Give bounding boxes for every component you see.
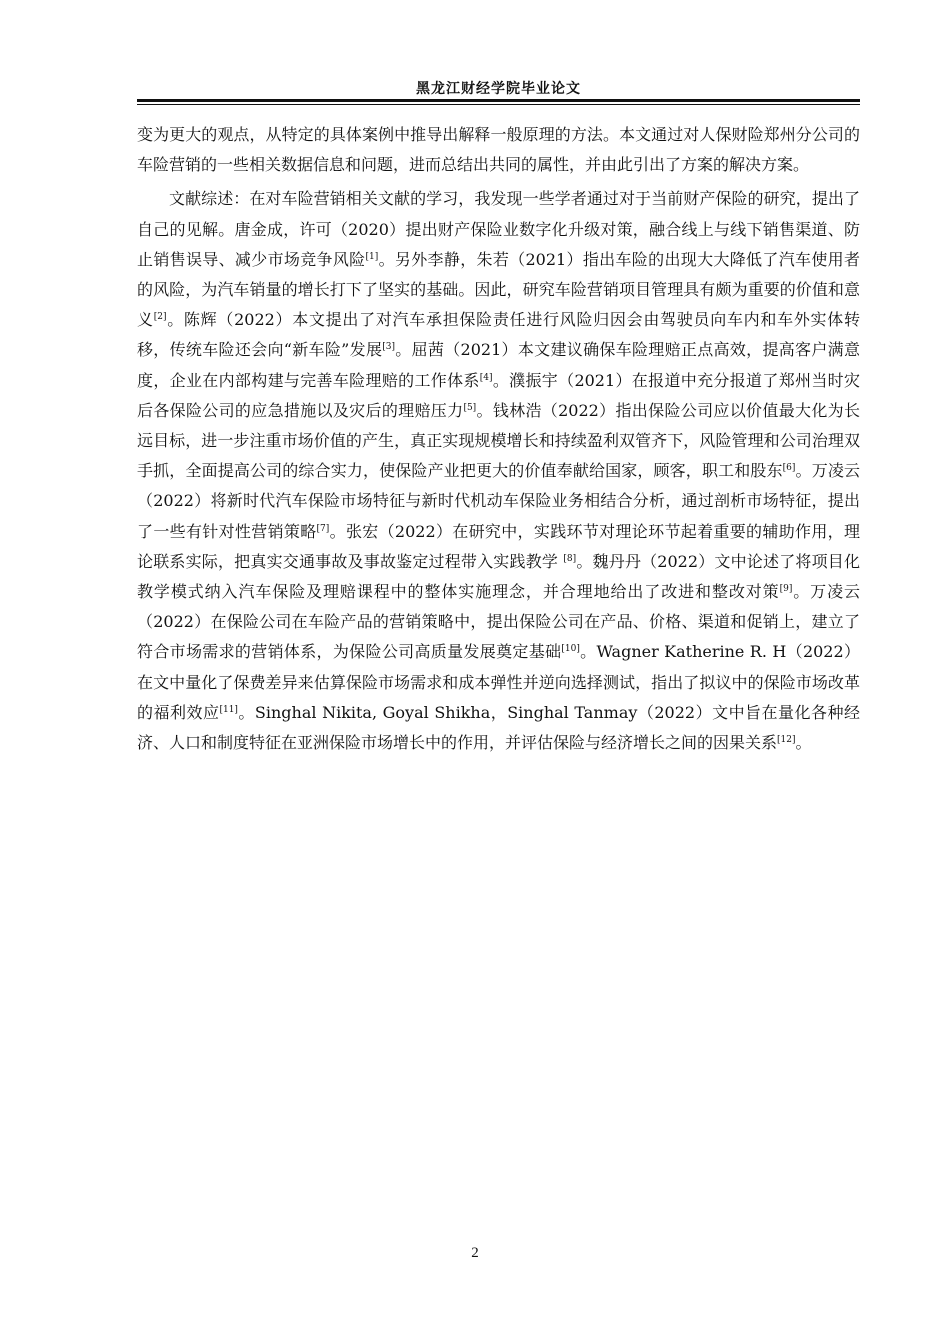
text-segment: 文献综述：在对车险营销相关文献的学习，我发现一些学者通过对于当前财产保险的研究，提出了自己的见解。唐金成，许可（2020）提出财产保险业数字化升级对策，融合线上与线下销售渠道、防止销售误导、减少市场竞争风险	[137, 189, 860, 269]
text-segment: 。魏丹丹（2022）文中论述了将项目化教学模式纳入汽车保险及理赔课程中的整体实施理念，并合理地给出了改进和整改对策	[137, 551, 860, 602]
header-rule-thick	[137, 99, 860, 102]
document-header-title: 黑龙江财经学院毕业论文	[416, 81, 581, 97]
text-segment: 。另外李静，朱若（2021）指出车险的出现大大降低了汽车使用者的风险，为汽车销量的增长打下了坚实的基础。因此，研究车险营销项目管理具有颇为重要的价值和意义	[137, 249, 860, 330]
text-segment: 。	[795, 733, 812, 753]
text-segment: 。陈辉（2022）本文提出了对汽车承担保险责任进行风险归因会由驾驶员向车内和车外实体转移，传统车险还会向“新车险”发展	[137, 310, 860, 360]
citation-ref: [11]	[219, 704, 238, 715]
text-segment: 。张宏（2022）在研究中，实践环节对理论环节起着重要的辅助作用，理论联系实际，把真实交通事故及事故鉴定过程带入实践教学	[137, 521, 860, 571]
citation-ref: [2]	[153, 312, 167, 323]
paragraph-1: 变为更大的观点，从特定的具体案例中推导出解释一般原理的方法。本文通过对人保财险郑州分公司的车险营销的一些相关数据信息和问题，进而总结出共同的属性，并由此引出了方案的解决方案。	[137, 125, 860, 175]
citation-ref: [6]	[782, 463, 796, 474]
text-segment: 。Singhal Nikita, Goyal Shikha，Singhal Tanmay（2022）文中旨在量化各种经济、人口和制度特征在亚洲保险市场增长中的作用，并评估保险与经济增长之间的因果关系	[137, 702, 860, 753]
citation-ref: [12]	[777, 735, 796, 746]
text-segment: 。钱林浩（2022）指出保险公司应以价值最大化为长远目标，进一步注重市场价值的产生，真正实现规模增长和持续盈利双管齐下，风险管理和公司治理双手抓，全面提高公司的综合实力，使保险产业把更大的价值奉献给国家，顾客，职工和股东	[137, 400, 860, 481]
body-text	[137, 120, 860, 762]
text-segment: 。万凌云（2022）将新时代汽车保险市场特征与新时代机动车保险业务相结合分析，通过剖析市场特征，提出了一些有针对性营销策略	[137, 461, 860, 541]
text-segment: 。Wagner Katherine R. H（2022）在文中量化了保费差异来估算保险市场需求和成本弹性并逆向选择测试，指出了拟议中的保险市场改革的福利效应	[137, 642, 860, 722]
paragraph-2-literature-review	[137, 184, 860, 758]
text-segment: 。万凌云（2022）在保险公司在车险产品的营销策略中，提出保险公司在产品、价格、渠道和促销上，建立了符合市场需求的营销体系，为保险公司高质量发展奠定基础	[137, 582, 860, 662]
citation-ref: [8]	[563, 553, 577, 564]
citation-ref: [7]	[316, 523, 330, 534]
page-number: 2	[471, 1245, 479, 1261]
citation-ref: [5]	[463, 402, 477, 413]
text-segment: 。濮振宇（2021）在报道中充分报道了郑州当时灾后各保险公司的应急措施以及灾后的理赔压力	[137, 370, 860, 420]
citation-ref: [9]	[779, 584, 793, 595]
citation-ref: [1]	[365, 251, 379, 262]
citation-ref: [10]	[561, 644, 580, 655]
citation-ref: [3]	[382, 342, 395, 353]
header-rule-thin	[137, 104, 860, 105]
citation-ref: [4]	[479, 372, 493, 383]
text-segment: 。屈茜（2021）本文建议确保车险理赔正点高效，提高客户满意度，企业在内部构建与完善车险理赔的工作体系	[137, 340, 860, 390]
